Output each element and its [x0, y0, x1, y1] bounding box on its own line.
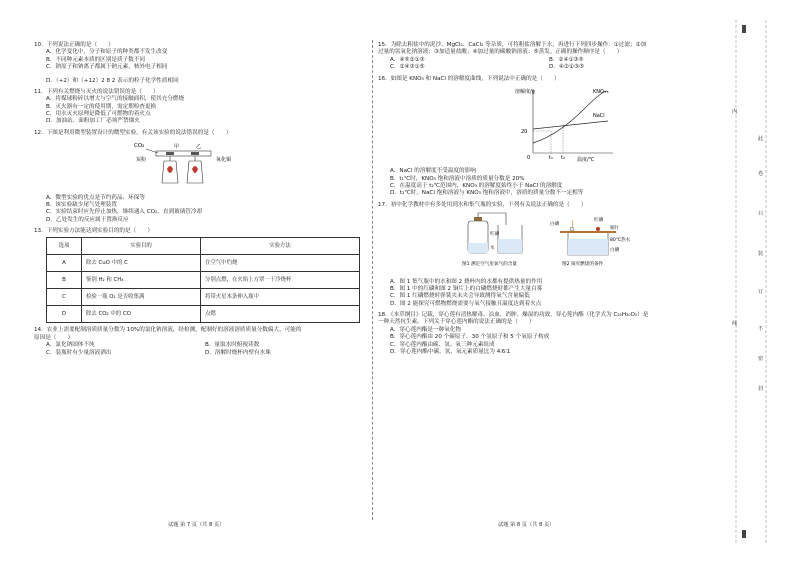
page-footer-right: 试题 第 8 页（共 8 页） — [498, 522, 555, 528]
table-header-row — [47, 238, 360, 255]
option-a: A．④⑤②①③ — [390, 56, 425, 63]
right-column — [378, 42, 708, 360]
question-stem-cont: 过量的氢氧化钠溶液；③加适量盐酸；④加过量的碳酸钠溶液；⑤蒸发。正确的操作顺序是（ ） — [378, 49, 623, 56]
red-p-label: 红磷 — [490, 232, 500, 238]
option-c: C．实验结束时应先停止加热，继续通入 CO₂，直到玻璃管冷却 — [46, 209, 203, 216]
question-stem: 10．下列说法正确的是（ ） — [34, 42, 114, 48]
question-16 — [378, 76, 708, 198]
y-axis-label: 溶解度/g — [515, 88, 535, 95]
option-c: C．钠原子和钠离子都属于钠元素，核外电子相同 — [46, 64, 168, 71]
t1-label: t₁ — [549, 154, 553, 161]
red-p2-label: 红磷 — [594, 218, 604, 224]
option-b: B．穿心莲内酯由 20 个碳原子、30 个氢原子和 5 个氧原子构成 — [390, 334, 550, 341]
question-stem: 14．农业上需要配制溶质质量分数为 10%的氯化钠溶液，经检测，配制好的溶液溶质质量分数偏大，可能的 — [34, 327, 302, 334]
question-17 — [378, 202, 708, 308]
question-stem-cont: 一种天然抗生素。下列关于穿心莲内酯的说法正确的是（ ） — [378, 319, 535, 326]
y-tick-20: 20 — [521, 128, 528, 135]
table-cell: 除去 CO₂ 中的 CO — [82, 306, 201, 323]
option-a: A．微型实验的优点是节约药品、环保等 — [46, 194, 145, 201]
question-stem: 12．下图是利用微型装置设计的微型实验，有关该实验的说法错误的是（ ） — [34, 129, 232, 136]
left-column — [34, 42, 364, 361]
table-row — [47, 255, 360, 272]
water-experiment-figures — [458, 211, 708, 276]
table-cell: 点燃 — [201, 306, 360, 323]
option-d: D．图 2 能探究可燃物燃烧需要与氧气接触且温度达到着火点 — [390, 300, 542, 307]
option-d: D．t₂℃时，NaCl 饱和溶液与 KNO₃ 饱和溶液中，溶质的质量分数不一定相等 — [390, 190, 584, 197]
seal-char: 装 — [758, 251, 764, 257]
nacl-curve — [533, 121, 608, 129]
table-cell: 鉴别 H₂ 和 CH₄ — [82, 272, 201, 289]
option-b: B．量取水时俯视读数 — [205, 342, 260, 349]
question-stem: 17．初中化学教材中有多处用到水和集气瓶的实验，下列有关说法正确的是（ ） — [378, 201, 587, 208]
question-stem: 18．《本草纲目》记载，穿心莲有清热解毒、凉血、消肿、燥湿的功效。穿心莲内酯（化学式为 C₂₀H₃₀O₅）是 — [378, 312, 649, 318]
binder-side-text: 线 — [732, 321, 738, 327]
white-p-label: 白磷 — [550, 222, 560, 228]
jia-label: 甲 — [174, 144, 180, 151]
seal-char: 此 — [758, 136, 764, 142]
option-d: D．加油站、面粉加工厂必须严禁烟火 — [46, 118, 140, 125]
options-row — [378, 64, 708, 71]
origin-label: 0 — [527, 154, 531, 161]
carbon-label: 炭粉 — [136, 157, 147, 164]
seal-char: 订 — [758, 289, 764, 295]
table-cell: 在空气中灼烧 — [201, 255, 360, 272]
table-row — [47, 306, 360, 323]
water-label: 水 — [490, 246, 495, 252]
white-p2-label: 白磷 — [610, 248, 620, 254]
binding-tab — [742, 530, 746, 538]
micro-apparatus-figure — [46, 139, 364, 192]
question-13 — [34, 228, 364, 323]
fig2-caption: 图2 探究燃烧的条件 — [562, 262, 604, 268]
column-divider — [372, 40, 373, 520]
binder-side-text: 内 — [732, 109, 738, 115]
question-stem: 15．为除去粗盐中的泥沙、MgCl₂、CaCl₂ 等杂质，可将粗盐溶解于水，再进行下列四步操作：①过滤；②加 — [378, 42, 647, 48]
option-c: C．穿心莲内酯由碳、氢、氧三种元素组成 — [390, 341, 495, 348]
table-row — [47, 272, 360, 289]
option-c: C．图 1 红磷燃烧时弹簧夹未夹会导致测得氧气含量偏低 — [390, 293, 530, 300]
question-14 — [34, 327, 364, 357]
option-d: D．穿心莲内酯中碳、氢、氧元素质量比为 4∶6∶1 — [390, 348, 511, 355]
seal-char: 不 — [758, 326, 764, 332]
nacl-label: NaCl — [593, 112, 605, 119]
question-stem: 16．如图是 KNO₃ 和 NaCl 的溶解度曲线，下列说法中正确的是（ ） — [378, 75, 560, 82]
option-d: D．溶解时烧杯内壁有水珠 — [205, 349, 271, 356]
option-c: C．②④③①⑤ — [390, 64, 425, 71]
cuo-label: 氧化铜 — [216, 157, 232, 164]
table-cell: B — [47, 272, 82, 289]
yi-label: 乙 — [196, 144, 202, 151]
seal-char: 密 — [758, 356, 764, 362]
table-cell: D — [47, 306, 82, 323]
binding-strip — [718, 20, 778, 545]
seal-char: 封 — [758, 386, 764, 392]
co2-label: CO₂ — [134, 143, 145, 150]
header-purpose: 实验目的 — [82, 238, 201, 255]
table-cell: 分别点燃，在火焰上方罩一干冷烧杯 — [201, 272, 360, 289]
option-c: C．用水灭火原理是降低了可燃物的着火点 — [46, 111, 151, 117]
page-footer-left: 试题 第 7 页（共 8 页） — [168, 522, 225, 528]
option-d: D．④②①③⑤ — [549, 64, 584, 71]
hot-water-label: 80℃热水 — [610, 238, 631, 244]
option-d: D．（+2）和（+12）2 8 2 表示的粒子化学性质相同 — [46, 77, 179, 84]
kno3-label: KNO₃ — [593, 88, 606, 95]
question-10 — [34, 42, 364, 85]
options-row — [34, 342, 364, 349]
question-18 — [378, 312, 708, 356]
fig1-caption: 图1 测定空气里氧气的含量 — [462, 262, 517, 268]
option-c: C．在温度高于 t₂℃范围内，KNO₃ 的溶解度始终小于 NaCl 的溶解度 — [390, 183, 563, 189]
option-a: A．化学变化中，分子和原子的种类都不发生改变 — [46, 49, 168, 56]
option-a: A．图 1 集气瓶中的水和图 2 烧杯内的水都有提供热量的作用 — [390, 278, 543, 285]
option-b: B．②④①③⑤ — [549, 56, 584, 63]
options-row — [34, 350, 364, 357]
option-b: B．不同种元素本质的区别是质子数不同 — [46, 56, 145, 63]
option-b: B．该实验缺少尾气处理装置 — [46, 201, 117, 208]
option-a: A．氯化钠固体不纯 — [46, 342, 95, 349]
question-stem: 11．下列有关燃烧与灭火的说法错误的是（ ） — [34, 88, 159, 95]
option-d: D．乙处发生的反应属于置换反应 — [46, 216, 129, 223]
table-cell: A — [47, 255, 82, 272]
binding-tab — [742, 25, 746, 33]
option-a: A．穿心莲内酯是一种氧化物 — [390, 326, 461, 333]
question-stem-cont: 原因是（ ） — [34, 334, 74, 341]
table-cell: 将带火星木条伸入瓶中 — [201, 289, 360, 306]
question-15 — [378, 42, 708, 72]
question-11 — [34, 89, 364, 126]
header-option: 选项 — [47, 238, 82, 255]
option-a: A．将煤球粉碎以增大与空气的接触面积，使其充分燃烧 — [46, 96, 185, 103]
option-a: A．NaCl 的溶解度不受温度的影响 — [390, 168, 476, 175]
t2-label: t₂ — [561, 154, 565, 161]
question-stem: 13．下列实验方法能达到实验目的的是（ ） — [34, 228, 153, 234]
question-12 — [34, 130, 364, 224]
table-cell: 检验一瓶 O₂ 是否收集满 — [82, 289, 201, 306]
options-row — [378, 57, 708, 64]
solubility-chart — [513, 85, 708, 166]
cu-plate-label: 铜片 — [610, 226, 620, 232]
option-b: B．图 1 中的红磷和图 2 铜片上的白磷燃烧时都产生大量白雾 — [390, 285, 543, 292]
experiment-table — [46, 237, 360, 323]
option-c: C．装瓶时有少量溶液洒出 — [46, 349, 112, 356]
seal-char: 只 — [758, 211, 764, 217]
seal-char: 卷 — [758, 171, 764, 177]
table-cell: 除去 CuO 中的 C — [82, 255, 201, 272]
option-b: B．t₁℃时，KNO₃ 饱和溶液中溶质的质量分数是 20% — [390, 175, 525, 182]
table-row — [47, 289, 360, 306]
header-method: 实验方法 — [201, 238, 360, 255]
option-b: B．灭火器有一定的使用期，需定期检查更换 — [46, 103, 157, 110]
table-cell: C — [47, 289, 82, 306]
x-axis-label: 温度/℃ — [577, 156, 595, 163]
